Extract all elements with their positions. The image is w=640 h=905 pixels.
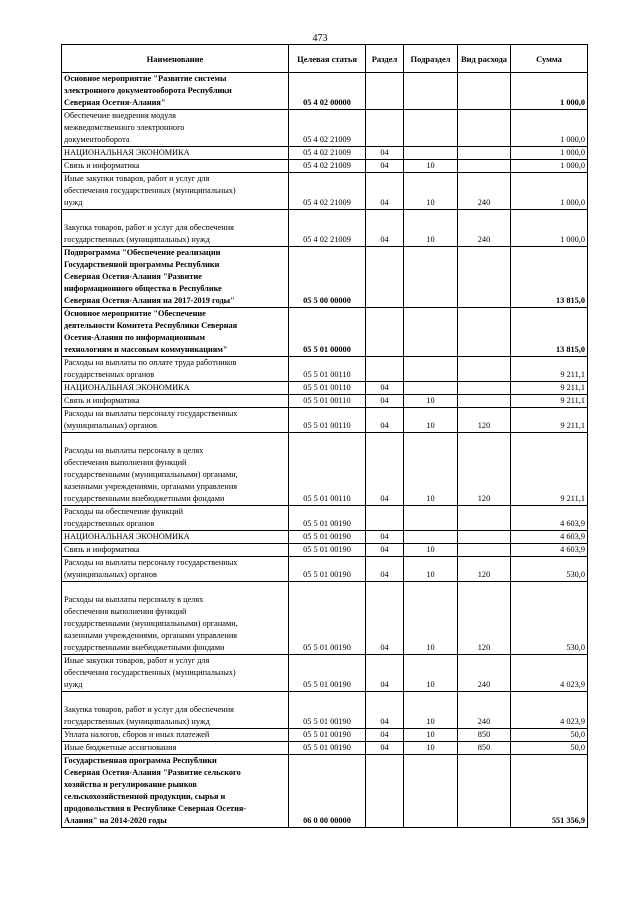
- cell-code: 05 4 02 00000: [289, 73, 366, 110]
- cell-amount: 1 000,0: [511, 147, 588, 160]
- cell-amount: 530,0: [511, 582, 588, 655]
- cell-code: 05 4 02 21009: [289, 210, 366, 247]
- cell-amount: 551 356,9: [511, 755, 588, 828]
- cell-name: Расходы на выплаты персоналу государственных (муниципальных) органов: [62, 408, 289, 433]
- table-row: [62, 173, 588, 210]
- table-row: [62, 433, 588, 506]
- cell-expense-type: 240: [458, 692, 511, 729]
- cell-expense-type: 240: [458, 210, 511, 247]
- cell-expense-type: 120: [458, 408, 511, 433]
- cell-section: [366, 308, 404, 357]
- cell-name: Связь и информатика: [62, 395, 289, 408]
- cell-subsection: [404, 73, 458, 110]
- table-row: [62, 557, 588, 582]
- table-row: [62, 408, 588, 433]
- cell-code: 05 5 01 00110: [289, 395, 366, 408]
- cell-amount: 13 815,0: [511, 308, 588, 357]
- cell-name: Связь и информатика: [62, 160, 289, 173]
- cell-code: 05 5 01 00190: [289, 729, 366, 742]
- table-row: [62, 655, 588, 692]
- cell-subsection: [404, 382, 458, 395]
- cell-expense-type: 850: [458, 742, 511, 755]
- cell-code: 05 5 01 00190: [289, 557, 366, 582]
- cell-name: Расходы на выплаты персоналу в целях обеспечения выполнения функций государственными (муниципальными) органами, казенными учреждениями, органами управления государственными внебюджетными фондами: [62, 433, 289, 506]
- cell-section: 04: [366, 395, 404, 408]
- table-row: [62, 110, 588, 147]
- cell-section: 04: [366, 729, 404, 742]
- cell-subsection: [404, 755, 458, 828]
- cell-subsection: 10: [404, 692, 458, 729]
- cell-code: 05 4 02 21009: [289, 173, 366, 210]
- cell-section: [366, 73, 404, 110]
- table-row: [62, 247, 588, 308]
- cell-amount: 9 211,1: [511, 357, 588, 382]
- cell-section: 04: [366, 582, 404, 655]
- cell-subsection: [404, 531, 458, 544]
- cell-name: Расходы на выплаты по оплате труда работников государственных органов: [62, 357, 289, 382]
- cell-subsection: 10: [404, 395, 458, 408]
- table-row: [62, 382, 588, 395]
- cell-subsection: 10: [404, 544, 458, 557]
- cell-expense-type: 240: [458, 173, 511, 210]
- cell-code: 05 5 01 00110: [289, 408, 366, 433]
- cell-subsection: 10: [404, 655, 458, 692]
- cell-subsection: [404, 357, 458, 382]
- cell-amount: 9 211,1: [511, 382, 588, 395]
- cell-name: Закупка товаров, работ и услуг для обеспечения государственных (муниципальных) нужд: [62, 210, 289, 247]
- cell-name: Иные закупки товаров, работ и услуг для обеспечения государственных (муниципальных) нужд: [62, 655, 289, 692]
- cell-code: 05 5 01 00190: [289, 544, 366, 557]
- cell-expense-type: [458, 147, 511, 160]
- cell-amount: 9 211,1: [511, 433, 588, 506]
- cell-code: 05 5 01 00110: [289, 357, 366, 382]
- cell-name: Иные бюджетные ассигнования: [62, 742, 289, 755]
- cell-subsection: 10: [404, 173, 458, 210]
- cell-section: 04: [366, 210, 404, 247]
- cell-name: Расходы на обеспечение функций государственных органов: [62, 506, 289, 531]
- cell-amount: 1 000,0: [511, 110, 588, 147]
- cell-amount: 530,0: [511, 557, 588, 582]
- table-row: [62, 692, 588, 729]
- cell-section: [366, 506, 404, 531]
- cell-name: Закупка товаров, работ и услуг для обеспечения государственных (муниципальных) нужд: [62, 692, 289, 729]
- cell-section: 04: [366, 557, 404, 582]
- table-row: [62, 531, 588, 544]
- cell-expense-type: [458, 110, 511, 147]
- table-row: [62, 357, 588, 382]
- table-row: [62, 582, 588, 655]
- cell-name: НАЦИОНАЛЬНАЯ ЭКОНОМИКА: [62, 147, 289, 160]
- cell-section: 04: [366, 544, 404, 557]
- cell-amount: 1 000,0: [511, 73, 588, 110]
- cell-code: 05 4 02 21009: [289, 160, 366, 173]
- header-subsection: Подраздел: [404, 45, 458, 73]
- cell-subsection: [404, 110, 458, 147]
- header-section: Раздел: [366, 45, 404, 73]
- cell-code: 05 5 01 00190: [289, 506, 366, 531]
- cell-section: [366, 755, 404, 828]
- cell-subsection: 10: [404, 557, 458, 582]
- cell-code: 05 5 01 00190: [289, 742, 366, 755]
- cell-subsection: 10: [404, 582, 458, 655]
- cell-amount: 4 603,9: [511, 531, 588, 544]
- cell-amount: 4 603,9: [511, 544, 588, 557]
- cell-subsection: 10: [404, 742, 458, 755]
- cell-amount: 1 000,0: [511, 160, 588, 173]
- cell-section: 04: [366, 160, 404, 173]
- budget-table: [61, 44, 588, 828]
- cell-code: 05 5 01 00190: [289, 692, 366, 729]
- cell-subsection: 10: [404, 210, 458, 247]
- header-amount: Сумма: [511, 45, 588, 73]
- cell-expense-type: 240: [458, 655, 511, 692]
- cell-amount: 4 023,9: [511, 692, 588, 729]
- cell-section: 04: [366, 382, 404, 395]
- cell-amount: 4 603,9: [511, 506, 588, 531]
- cell-subsection: 10: [404, 160, 458, 173]
- cell-expense-type: 850: [458, 729, 511, 742]
- cell-name: Уплата налогов, сборов и иных платежей: [62, 729, 289, 742]
- table-row: [62, 210, 588, 247]
- cell-expense-type: [458, 160, 511, 173]
- cell-subsection: 10: [404, 408, 458, 433]
- cell-expense-type: 120: [458, 433, 511, 506]
- table-row: [62, 755, 588, 828]
- cell-name: Связь и информатика: [62, 544, 289, 557]
- cell-section: 04: [366, 433, 404, 506]
- cell-section: [366, 357, 404, 382]
- cell-name: Государственная программа Республики Северная Осетия-Алания "Развитие сельского хозяйства и регулирование рынков сельскохозяйственной продукции, сырья и продовольствия в Республике Северная Осетия- Алания" на 2014-2020 годы: [62, 755, 289, 828]
- cell-amount: 13 815,0: [511, 247, 588, 308]
- cell-code: 05 5 01 00110: [289, 382, 366, 395]
- cell-name: Расходы на выплаты персоналу в целях обеспечения выполнения функций государственными (муниципальными) органами, казенными учреждениями, органами управления государственными внебюджетными фондами: [62, 582, 289, 655]
- cell-expense-type: [458, 395, 511, 408]
- cell-expense-type: 120: [458, 557, 511, 582]
- cell-name: НАЦИОНАЛЬНАЯ ЭКОНОМИКА: [62, 531, 289, 544]
- cell-amount: 9 211,1: [511, 408, 588, 433]
- cell-amount: 50,0: [511, 742, 588, 755]
- cell-amount: 50,0: [511, 729, 588, 742]
- cell-expense-type: [458, 73, 511, 110]
- cell-expense-type: [458, 308, 511, 357]
- cell-section: 04: [366, 147, 404, 160]
- table-row: [62, 308, 588, 357]
- cell-section: 04: [366, 173, 404, 210]
- cell-code: 06 0 00 00000: [289, 755, 366, 828]
- cell-section: 04: [366, 531, 404, 544]
- cell-section: 04: [366, 742, 404, 755]
- cell-amount: 1 000,0: [511, 173, 588, 210]
- cell-section: [366, 110, 404, 147]
- cell-code: 05 5 01 00190: [289, 655, 366, 692]
- cell-expense-type: [458, 247, 511, 308]
- cell-code: 05 5 00 00000: [289, 247, 366, 308]
- table-row: [62, 147, 588, 160]
- cell-name: Расходы на выплаты персоналу государственных (муниципальных) органов: [62, 557, 289, 582]
- table-row: [62, 395, 588, 408]
- cell-amount: 9 211,1: [511, 395, 588, 408]
- cell-code: 05 5 01 00190: [289, 582, 366, 655]
- cell-amount: 4 023,9: [511, 655, 588, 692]
- cell-name: Иные закупки товаров, работ и услуг для обеспечения государственных (муниципальных) нужд: [62, 173, 289, 210]
- header-expense-type: Вид расхода: [458, 45, 511, 73]
- cell-subsection: 10: [404, 729, 458, 742]
- table-row: [62, 73, 588, 110]
- table-row: [62, 160, 588, 173]
- cell-section: 04: [366, 692, 404, 729]
- table-body: [62, 73, 588, 828]
- cell-expense-type: [458, 755, 511, 828]
- cell-name: Основное мероприятие "Развитие системы электронного документооборота Республики Северная Осетия-Алания": [62, 73, 289, 110]
- cell-name: Обеспечение внедрения модуля межведомственного электронного документооборота: [62, 110, 289, 147]
- cell-code: 05 4 02 21009: [289, 110, 366, 147]
- cell-subsection: [404, 308, 458, 357]
- table-row: [62, 742, 588, 755]
- cell-expense-type: 120: [458, 582, 511, 655]
- cell-name: Подпрограмма "Обеспечение реализации Государственной программы Республики Северная Осетия-Алания "Развитие информационного общества в Республике Северная Осетия-Алания на 2017-2019 годы": [62, 247, 289, 308]
- cell-name: Основное мероприятие "Обеспечение деятельности Комитета Республики Северная Осетия-Алания по информационным технологиям и массовым коммуникациям": [62, 308, 289, 357]
- table-row: [62, 506, 588, 531]
- cell-section: 04: [366, 655, 404, 692]
- cell-expense-type: [458, 506, 511, 531]
- table-row: [62, 729, 588, 742]
- header-code: Целевая статья: [289, 45, 366, 73]
- cell-subsection: [404, 506, 458, 531]
- cell-code: 05 5 01 00190: [289, 531, 366, 544]
- cell-name: НАЦИОНАЛЬНАЯ ЭКОНОМИКА: [62, 382, 289, 395]
- cell-expense-type: [458, 544, 511, 557]
- table-header-row: [62, 45, 588, 73]
- cell-expense-type: [458, 357, 511, 382]
- cell-subsection: 10: [404, 433, 458, 506]
- cell-section: [366, 247, 404, 308]
- cell-expense-type: [458, 531, 511, 544]
- cell-code: 05 4 02 21009: [289, 147, 366, 160]
- cell-amount: 1 000,0: [511, 210, 588, 247]
- cell-subsection: [404, 147, 458, 160]
- cell-code: 05 5 01 00000: [289, 308, 366, 357]
- page-number: 473: [312, 33, 328, 44]
- cell-code: 05 5 01 00110: [289, 433, 366, 506]
- table-row: [62, 544, 588, 557]
- cell-subsection: [404, 247, 458, 308]
- cell-section: 04: [366, 408, 404, 433]
- cell-expense-type: [458, 382, 511, 395]
- header-name: Наименование: [62, 45, 289, 73]
